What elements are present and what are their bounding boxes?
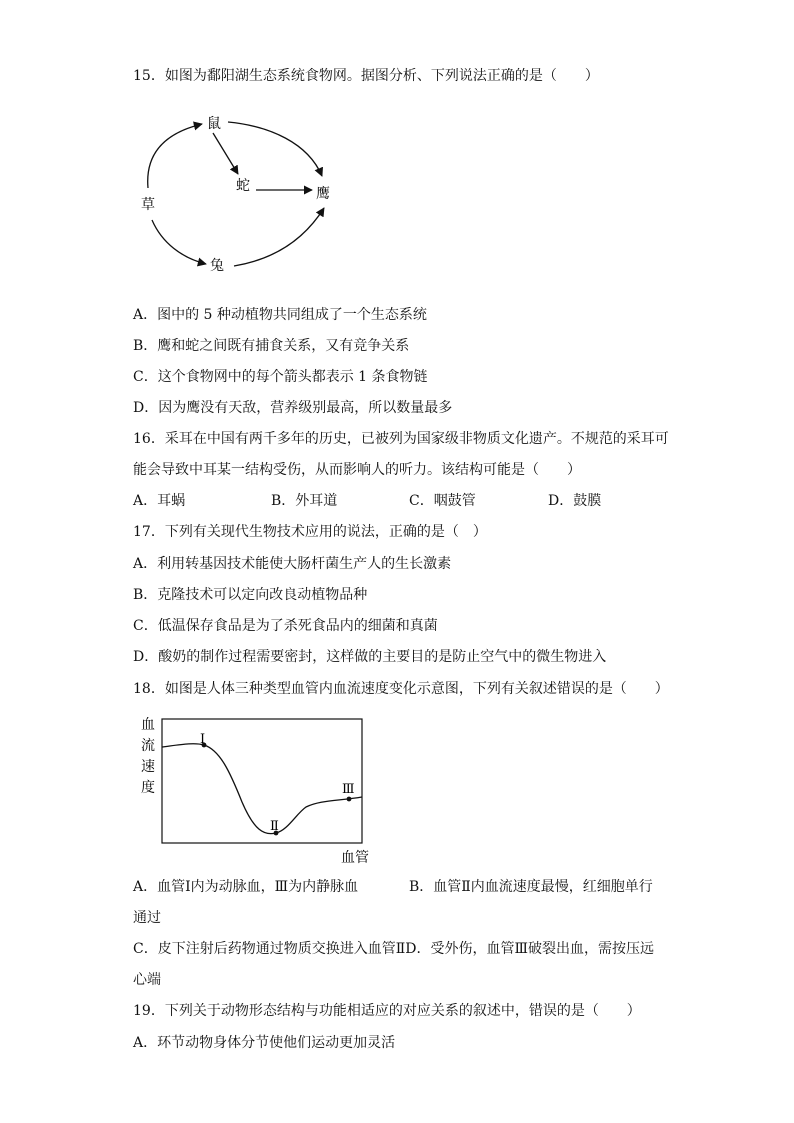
arrow-rabbit-to-eagle — [234, 208, 324, 266]
q16-option-d: D．鼓膜 — [548, 493, 602, 509]
q17-option-d: D．酸奶的制作过程需要密封，这样做的主要目的是防止空气中的微生物进入 — [133, 649, 607, 665]
chart-ylabel-2: 流 — [141, 738, 155, 754]
q18-stem: 18．如图是人体三种类型血管内血流速度变化示意图，下列有关叙述错误的是（ ） — [133, 681, 669, 697]
q19-option-a: A．环节动物身体分节使他们运动更加灵活 — [133, 1035, 396, 1051]
q15-option-c: C．这个食物网中的每个箭头都表示 1 条食物链 — [133, 369, 428, 385]
q19-stem: 19．下列关于动物形态结构与功能相适应的对应关系的叙述中，错误的是（ ） — [133, 1003, 641, 1019]
q15-option-a: A．图中的 5 种动植物共同组成了一个生态系统 — [133, 307, 427, 323]
q18-option-b-cont: 通过 — [133, 910, 161, 926]
food-web-diagram — [130, 108, 350, 278]
node-snake: 蛇 — [236, 178, 250, 194]
q15-option-b: B．鹰和蛇之间既有捕食关系，又有竞争关系 — [133, 338, 410, 354]
chart-ylabel-4: 度 — [141, 780, 155, 796]
node-grass: 草 — [141, 197, 155, 213]
q18-option-b: B．血管Ⅱ内血流速度最慢，红细胞单行 — [409, 879, 653, 895]
q18-option-d-cont: 心端 — [133, 972, 161, 988]
point-label-2: Ⅱ — [270, 819, 279, 834]
point-label-3: Ⅲ — [342, 782, 355, 797]
chart-ylabel-3: 速 — [141, 759, 155, 775]
node-mouse: 鼠 — [207, 116, 221, 132]
arrow-grass-to-mouse — [148, 124, 202, 188]
q17-option-c: C．低温保存食品是为了杀死食品内的细菌和真菌 — [133, 618, 438, 634]
q18-options-cd: C．皮下注射后药物通过物质交换进入血管ⅡD．受外伤，血管Ⅲ破裂出血，需按压远 — [133, 941, 654, 957]
q18-option-a: A．血管Ⅰ内为动脉血，Ⅲ为内静脉血 — [133, 879, 359, 895]
q15-option-d: D．因为鹰没有天敌，营养级别最高，所以数量最多 — [133, 400, 453, 416]
flow-curve — [162, 744, 362, 834]
node-rabbit: 兔 — [210, 258, 224, 274]
point-vessel-3 — [347, 797, 352, 802]
q17-stem: 17．下列有关现代生物技术应用的说法，正确的是（ ） — [133, 524, 487, 540]
q16-option-c: C．咽鼓管 — [409, 493, 476, 509]
q16-stem-line2: 能会导致中耳某一结构受伤，从而影响人的听力。该结构可能是（ ） — [133, 462, 581, 478]
arrow-grass-to-rabbit — [152, 220, 206, 264]
q17-option-a: A．利用转基因技术能使大肠杆菌生产人的生长激素 — [133, 556, 452, 572]
point-label-1: Ⅰ — [200, 732, 206, 747]
blood-flow-chart — [138, 712, 378, 870]
q16-stem-line1: 16．采耳在中国有两千多年的历史，已被列为国家级非物质文化遗产。不规范的采耳可 — [133, 431, 669, 447]
chart-frame — [162, 719, 362, 843]
q17-option-b: B．克隆技术可以定向改良动植物品种 — [133, 587, 368, 603]
arrow-mouse-to-eagle — [228, 122, 322, 176]
q16-option-b: B．外耳道 — [271, 493, 338, 509]
chart-xlabel: 血管 — [341, 850, 369, 866]
chart-ylabel-1: 血 — [141, 717, 155, 733]
node-eagle: 鹰 — [316, 186, 330, 202]
arrow-mouse-to-snake — [213, 133, 238, 174]
q16-option-a: A．耳蜗 — [133, 493, 186, 509]
q15-stem: 15．如图为鄱阳湖生态系统食物网。据图分析、下列说法正确的是（ ） — [133, 68, 599, 84]
